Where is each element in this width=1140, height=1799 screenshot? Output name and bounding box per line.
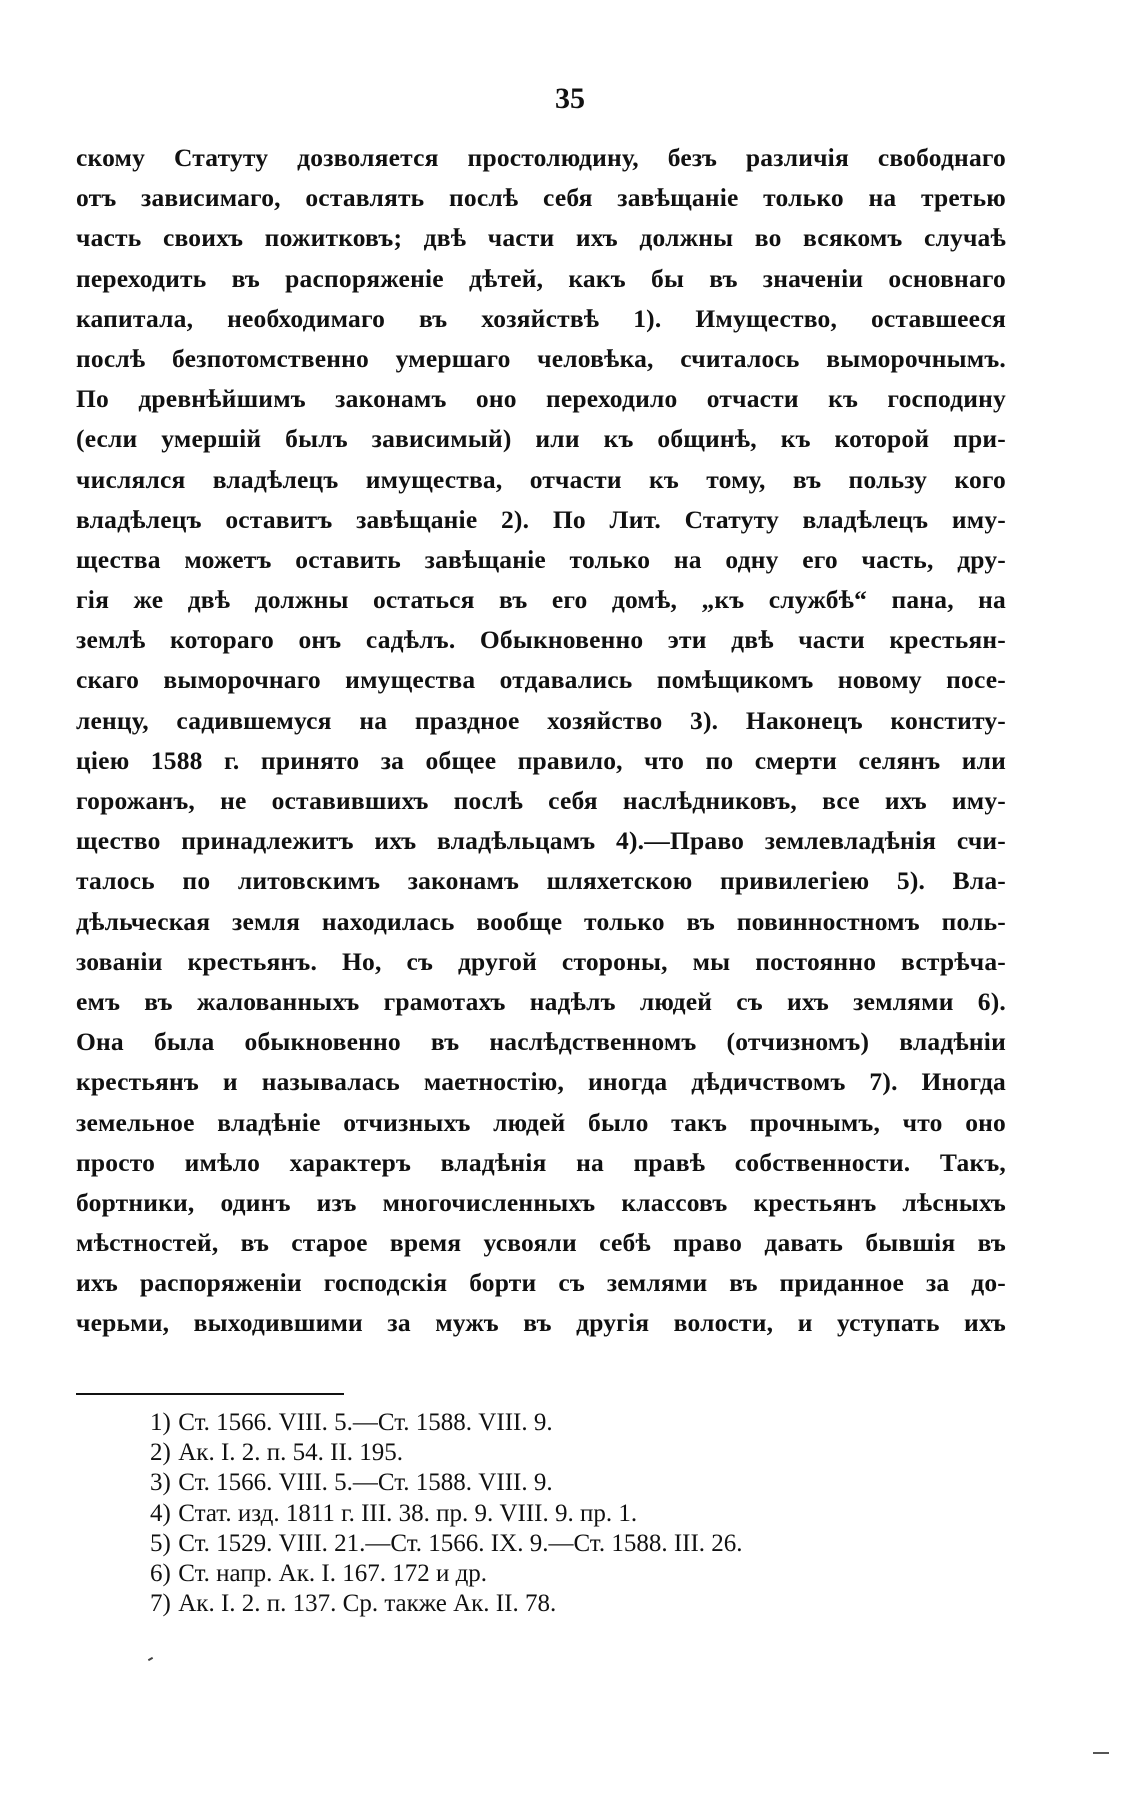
footnote-mark: 2) (150, 1439, 171, 1467)
footnote (150, 1438, 970, 1468)
page-number: 35 (555, 82, 585, 115)
footnote-text: Ак. I. 2. п. 54. II. 195. (178, 1439, 404, 1467)
footnote (150, 1499, 970, 1529)
footnote (150, 1589, 970, 1619)
body-line: черьми, выходившими за мужъ въ другія волости, и уступать ихъ (76, 1308, 1006, 1338)
body-line: талось по литовскимъ законамъ шляхетскою привилегіею 5). Вла- (76, 866, 1006, 896)
body-line: послѣ безпотомственно умершаго человѣка, считалось выморочнымъ. (76, 343, 1006, 373)
body-line: ихъ распоряженіи господскія борти съ землями въ приданное за до- (76, 1268, 1006, 1298)
body-line: емъ въ жалованныхъ грамотахъ надѣлъ людей съ ихъ землями 6). (76, 986, 1006, 1016)
body-line: бортники, одинъ изъ многочисленныхъ классовъ крестьянъ лѣсныхъ (76, 1187, 1006, 1217)
stray-print-mark (1093, 1752, 1109, 1754)
body-line: щество принадлежитъ ихъ владѣльцамъ 4).—Право землевладѣнія счи- (76, 826, 1006, 856)
body-line: зованіи крестьянъ. Но, съ другой стороны, мы постоянно встрѣча- (76, 946, 1006, 976)
footnote-separator (76, 1393, 344, 1395)
body-line: просто имѣло характеръ владѣнія на правѣ собственности. Такъ, (76, 1147, 1006, 1177)
footnote-mark: 5) (150, 1529, 171, 1557)
body-line: владѣлецъ оставитъ завѣщаніе 2). По Лит. Статуту владѣлецъ иму- (76, 504, 1006, 534)
body-line: отъ зависимаго, оставлять послѣ себя завѣщаніе только на третью (76, 183, 1006, 213)
body-line: ціею 1588 г. принято за общее правило, что по смерти селянъ или (76, 745, 1006, 775)
body-line: (если умершій былъ зависимый) или къ общинѣ, къ которой при- (76, 424, 1006, 454)
footnote (150, 1408, 970, 1438)
footnote-mark: 7) (150, 1590, 171, 1618)
body-line: капитала, необходимаго въ хозяйствѣ 1). Имущество, оставшееся (76, 303, 1006, 333)
body-line: горожанъ, не оставившихъ послѣ себя наслѣдниковъ, все ихъ иму- (76, 786, 1006, 815)
body-line: Она была обыкновенно въ наслѣдственномъ (отчизномъ) владѣніи (76, 1027, 1006, 1057)
footnote-text: Ст. 1566. VIII. 5.—Ст. 1588. VIII. 9. (178, 1409, 553, 1436)
body-line: земельное владѣніе отчизныхъ людей было такъ прочнымъ, что оно (76, 1107, 1006, 1137)
footnote-text: Ст. 1566. VIII. 5.—Ст. 1588. VIII. 9. (178, 1469, 553, 1497)
footnote-text: Ст. напр. Ак. I. 167. 172 и др. (178, 1559, 488, 1587)
body-line: скому Статуту дозволяется простолюдину, безъ различія свободнаго (76, 143, 1006, 172)
footnote-mark: 4) (150, 1499, 171, 1527)
footnote-mark: 6) (150, 1559, 171, 1587)
body-text (76, 138, 1006, 1344)
footnote-text: Ак. I. 2. п. 137. Ср. также Ак. II. 78. (178, 1590, 557, 1618)
body-line: землѣ котораго онъ садѣлъ. Обыкновенно эти двѣ части крестьян- (76, 625, 1006, 655)
body-line: крестьянъ и называлась маетностію, иногда дѣдичствомъ 7). Иногда (76, 1067, 1006, 1097)
footnote (150, 1529, 970, 1559)
body-line: По древнѣйшимъ законамъ оно переходило отчасти къ господину (76, 384, 1006, 414)
footnote-text: Ст. 1529. VIII. 21.—Ст. 1566. IX. 9.—Ст. 1588. III. 26. (178, 1529, 743, 1557)
stray-print-mark (148, 1657, 153, 1661)
footnote (150, 1468, 970, 1498)
footnote (150, 1559, 970, 1589)
body-line: скаго выморочнаго имущества отдавались помѣщикомъ новому посе- (76, 665, 1006, 695)
body-line: гія же двѣ должны остаться въ его домѣ, „къ службѣ“ пана, на (76, 585, 1006, 615)
body-line: дѣльческая земля находилась вообще только въ повинностномъ поль- (76, 906, 1006, 936)
footnote-mark: 3) (150, 1469, 171, 1497)
footnote-mark: 1) (150, 1409, 171, 1436)
body-line: переходить въ распоряженіе дѣтей, какъ бы въ значеніи основнаго (76, 263, 1006, 293)
body-line: ленцу, садившемуся на праздное хозяйство 3). Наконецъ конститу- (76, 705, 1006, 735)
footnote-text: Стат. изд. 1811 г. III. 38. пр. 9. VIII. 9. пр. 1. (178, 1499, 638, 1527)
body-line: часть своихъ пожитковъ; двѣ части ихъ должны во всякомъ случаѣ (76, 223, 1006, 253)
footnotes (150, 1408, 970, 1619)
body-line: щества можетъ оставить завѣщаніе только на одну его часть, дру- (76, 544, 1006, 574)
body-line: мѣстностей, въ старое время усвояли себѣ право давать бывшія въ (76, 1228, 1006, 1258)
body-line: числялся владѣлецъ имущества, отчасти къ тому, въ пользу кого (76, 464, 1006, 494)
